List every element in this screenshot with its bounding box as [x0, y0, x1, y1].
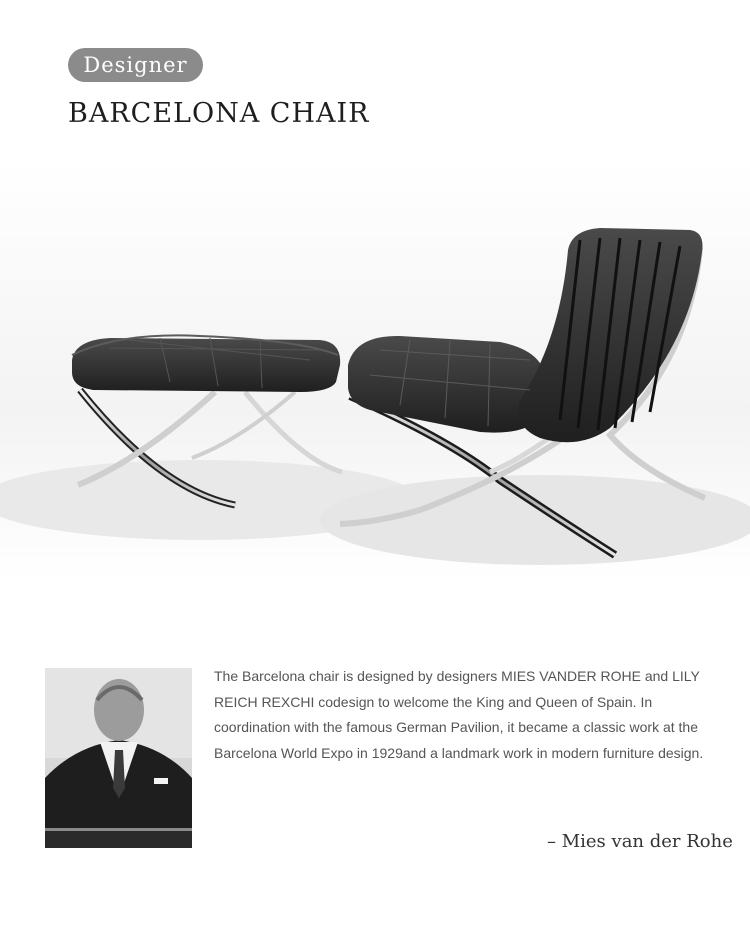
designer-portrait: [45, 668, 192, 848]
designer-description: The Barcelona chair is designed by designers MIES VANDER ROHE and LILY REICH REXCHI codesign to welcome the King and Queen of Spain. In coordination with the famous German Pavilion, it became a classic work at the Barcelona World Expo in 1929and a landmark work in modern furniture design.: [214, 668, 704, 761]
designer-signature: – Mies van der Rohe: [547, 831, 733, 852]
page-title: BARCELONA CHAIR: [68, 98, 370, 129]
chair-product-image: [0, 160, 750, 580]
designer-badge: Designer: [68, 48, 203, 82]
portrait-tie: [113, 750, 125, 798]
